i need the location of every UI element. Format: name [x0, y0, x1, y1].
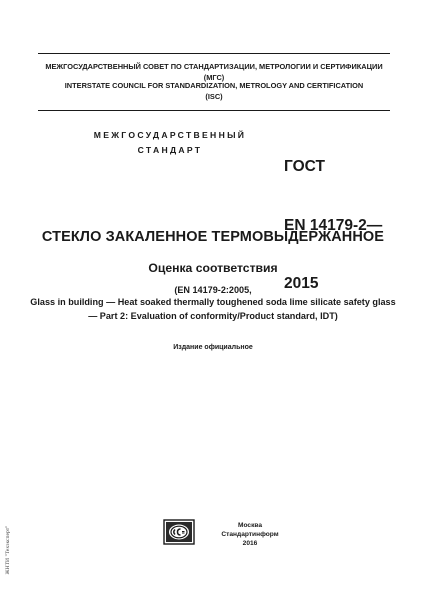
council-en-name: INTERSTATE COUNCIL FOR STANDARDIZATION, METROLOGY AND CERTIFICATION: [64, 81, 364, 90]
bottom-rule: [38, 110, 390, 111]
en-title: Glass in building — Heat soaked thermally toughened soda lime silicate safety glass — Part 2: Evaluation of conformity/Product standard, IDT): [30, 297, 396, 321]
council-ru-name: МЕЖГОСУДАРСТВЕННЫЙ СОВЕТ ПО СТАНДАРТИЗАЦИИ, МЕТРОЛОГИИ И СЕРТИФИКАЦИИ: [45, 62, 383, 71]
council-ru-block: [38, 62, 390, 83]
publisher-city: Москва: [237, 522, 263, 529]
standard-label-line2: СТАНДАРТ: [137, 145, 203, 155]
standard-label-line1: МЕЖГОСУДАРСТВЕННЫЙ: [93, 130, 247, 140]
publisher-name: Стандартинформ: [221, 531, 279, 538]
standard-type-label: [70, 128, 270, 158]
top-rule: [38, 53, 390, 54]
council-en-abbr: (ISC): [205, 91, 223, 101]
side-stamp-text: ЖНТИ "Техэксперт": [5, 525, 11, 575]
gost-number-line2: 2015: [284, 275, 319, 292]
en-reference: (EN 14179-2:2005,: [174, 285, 252, 295]
document-title: СТЕКЛО ЗАКАЛЕННОЕ ТЕРМОВЫДЕРЖАННОЕ: [41, 229, 385, 245]
side-stamp: [3, 515, 13, 585]
document-subtitle: Оценка соответствия: [148, 261, 278, 275]
publisher-block: [200, 521, 300, 548]
edition-note: Издание официальное: [173, 344, 253, 351]
publisher-year: 2016: [242, 540, 258, 547]
standartinform-logo-icon: [163, 519, 195, 545]
council-ru-abbr: (МГС): [203, 72, 225, 82]
gost-number-line1: EN 14179-2—: [284, 216, 383, 234]
council-en-block: [38, 81, 390, 102]
gost-prefix: ГОСТ: [284, 158, 325, 175]
